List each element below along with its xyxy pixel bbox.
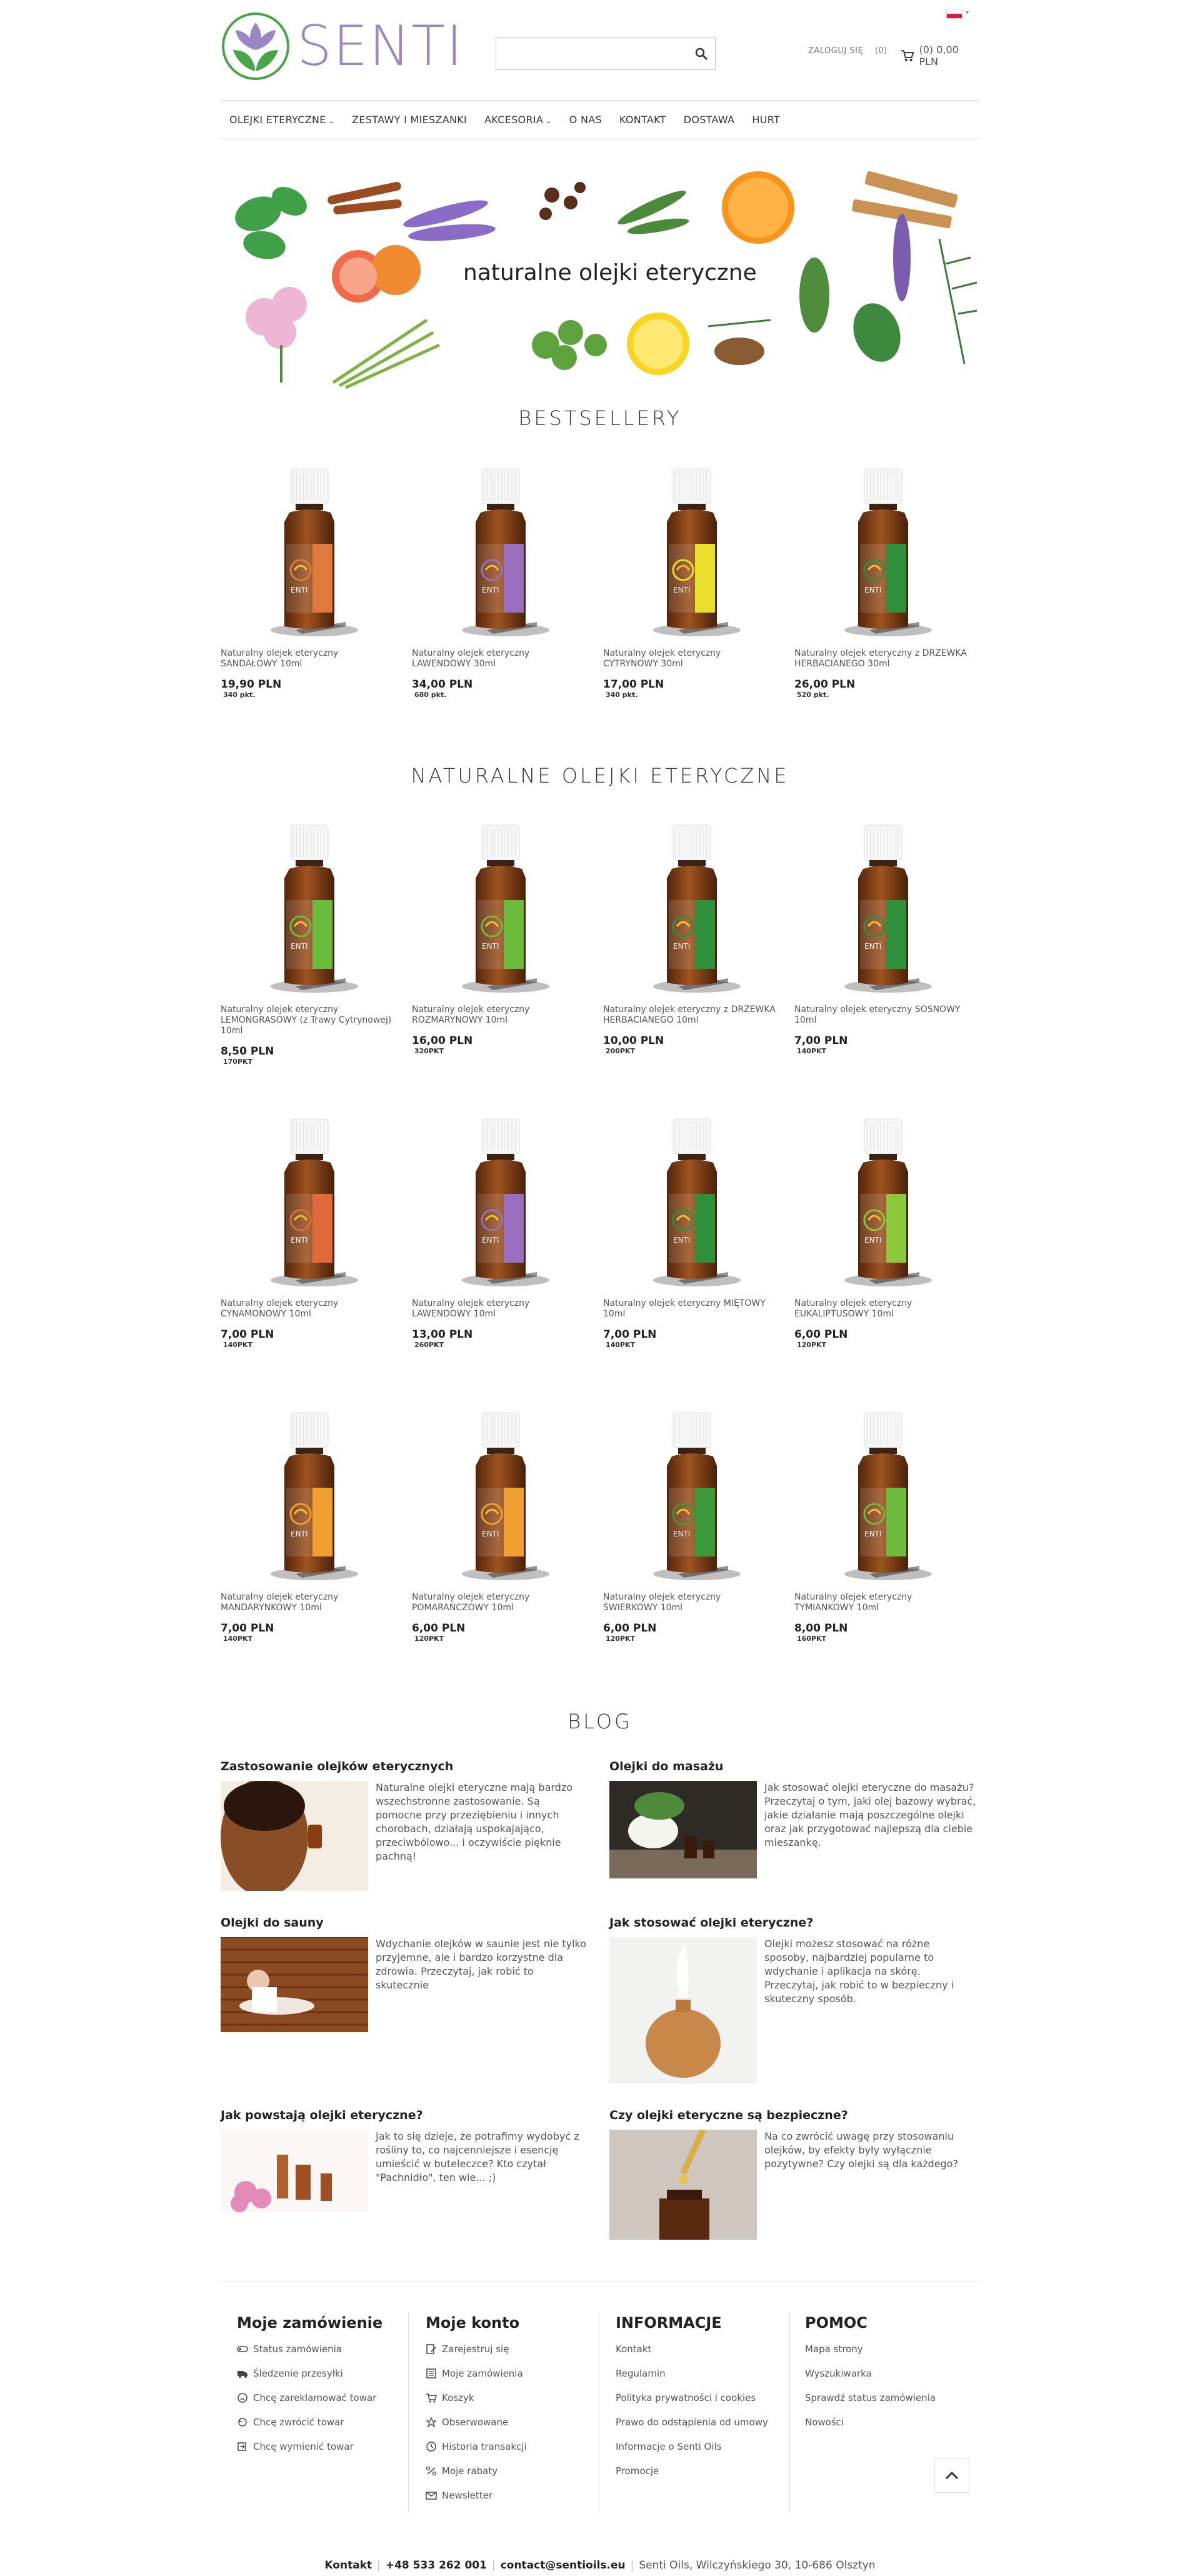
footer-link[interactable]: Zarejestruj się: [426, 2343, 527, 2355]
svg-text:ENTI: ENTI: [673, 586, 691, 594]
product-name[interactable]: Naturalny olejek eteryczny ROZMARYNOWY 10ml: [412, 1005, 530, 1025]
footer-account-title: Moje konto: [426, 2314, 520, 2332]
product-points: 120PKT: [414, 1635, 444, 1643]
blog-photo-icon: [221, 1937, 368, 2032]
product-name[interactable]: Naturalny olejek eteryczny LEMONGRASOWY (z Trawy Cytrynowej) 10ml: [221, 1005, 392, 1036]
product-name[interactable]: Naturalny olejek eteryczny TYMIANKOWY 10ml: [794, 1592, 912, 1613]
product-price: 7,00 PLN: [221, 1328, 274, 1341]
product-price: 8,50 PLN: [221, 1045, 274, 1058]
divider: [408, 2313, 409, 2512]
blog-title: BLOG: [568, 1710, 632, 1733]
star-icon: [426, 2417, 437, 2427]
footer-link[interactable]: Chcę wymienić towar: [237, 2440, 382, 2453]
svg-text:ENTI: ENTI: [482, 586, 499, 594]
product-name[interactable]: Naturalny olejek eteryczny POMARAŃCZOWY 10ml: [412, 1592, 530, 1613]
nav-item-contact[interactable]: KONTAKT: [619, 114, 666, 126]
product-price: 6,00 PLN: [603, 1622, 657, 1635]
footer-account: [426, 2314, 527, 2513]
chevron-down-icon: ⌄: [546, 117, 552, 125]
footer-link[interactable]: Informacje o Senti Oils: [616, 2441, 722, 2452]
product-name[interactable]: Naturalny olejek eteryczny z DRZEWKA HERBACIANEGO 30ml: [794, 648, 967, 669]
svg-text:ENTI: ENTI: [291, 586, 308, 594]
nav-item-essential-oils[interactable]: OLEJKI ETERYCZNE ⌄: [229, 114, 335, 126]
footer-link[interactable]: Moje rabaty: [426, 2465, 527, 2477]
footer-orders: [237, 2314, 382, 2465]
product-image[interactable]: [794, 463, 963, 644]
nav-item-about[interactable]: O NAS: [569, 114, 602, 126]
product-points: 340 pkt.: [606, 691, 638, 699]
scroll-to-top-button[interactable]: [934, 2458, 969, 2493]
oil-bottle-icon: [603, 463, 772, 644]
product-name[interactable]: Naturalny olejek eteryczny MANDARYNKOWY 10ml: [221, 1592, 339, 1613]
product-points: 160PKT: [797, 1635, 827, 1643]
product-price: 26,00 PLN: [794, 678, 856, 691]
product-price: 6,00 PLN: [412, 1622, 466, 1635]
chevron-up-icon: [944, 2470, 959, 2480]
bestsellers-title: BESTSELLERY: [518, 406, 682, 430]
product-points: 170PKT: [223, 1058, 253, 1066]
oil-bottle-icon: [221, 1406, 389, 1588]
product-points: 140PKT: [223, 1341, 253, 1349]
nav-item-sets[interactable]: ZESTAWY I MIESZANKI: [352, 114, 468, 126]
wishlist-count[interactable]: (0): [874, 46, 888, 56]
divider: [221, 100, 979, 101]
footer-link[interactable]: Koszyk: [426, 2392, 527, 2404]
product-price: 19,90 PLN: [221, 678, 282, 691]
footer-help: [805, 2314, 936, 2440]
hero-banner[interactable]: [221, 164, 979, 389]
blog-post-title[interactable]: Olejki do sauny: [221, 1916, 324, 1930]
cart-summary: (0) 0,00 PLN: [919, 44, 959, 68]
product-price: 6,00 PLN: [794, 1328, 848, 1341]
footer-orders-title: Moje zamówienie: [237, 2314, 383, 2332]
product-price: 8,00 PLN: [794, 1622, 848, 1635]
oil-bottle-icon: [221, 463, 389, 644]
product-points: 320PKT: [414, 1047, 444, 1055]
svg-text:ENTI: ENTI: [673, 1530, 691, 1538]
oil-bottle-icon: [221, 819, 389, 1000]
cart-icon: [426, 2393, 437, 2403]
product-points: 120PKT: [606, 1635, 636, 1643]
blog-post-image[interactable]: [609, 1937, 757, 2083]
footer-link[interactable]: Śledzenie przesyłki: [237, 2367, 382, 2380]
search-input[interactable]: [496, 38, 716, 70]
nav-item-delivery[interactable]: DOSTAWA: [683, 114, 735, 126]
product-points: 140PKT: [797, 1047, 827, 1055]
blog-post[interactable]: [609, 2108, 978, 2240]
footer-link[interactable]: Historia transakcji: [426, 2440, 527, 2453]
cart-button[interactable]: [901, 44, 979, 68]
blog-photo-icon: [609, 2130, 757, 2240]
truck-icon: [237, 2368, 248, 2378]
footer-link[interactable]: Kontakt: [616, 2343, 652, 2355]
history-icon: [426, 2442, 437, 2452]
product-points: 120PKT: [797, 1341, 827, 1349]
chevron-down-icon[interactable]: ▾: [966, 9, 969, 16]
blog-post-title[interactable]: Olejki do masażu: [609, 1760, 724, 1773]
oil-bottle-icon: [412, 1113, 581, 1294]
footer-link[interactable]: Chcę zwrócić towar: [237, 2416, 382, 2428]
contact-bar: [0, 2559, 1200, 2572]
product-name[interactable]: Naturalny olejek eteryczny ŚWIERKOWY 10ml: [603, 1592, 721, 1613]
separator: |: [491, 2559, 496, 2572]
blog-post-image[interactable]: [221, 1937, 368, 2032]
separator: |: [630, 2559, 634, 2572]
contact-label[interactable]: Kontakt: [324, 2559, 372, 2572]
product-name[interactable]: Naturalny olejek eteryczny EUKALIPTUSOWY 10ml: [794, 1298, 912, 1319]
blog-post[interactable]: [221, 1916, 589, 2032]
oils-section-title: NATURALNE OLEJKI ETERYCZNE: [411, 764, 789, 788]
footer-link[interactable]: Mapa strony: [805, 2343, 863, 2355]
svg-text:ENTI: ENTI: [482, 1236, 499, 1245]
blog-photo-icon: [221, 1781, 368, 1891]
lotus-logo-icon: [221, 11, 291, 81]
blog-post-title[interactable]: Jak powstają olejki eteryczne?: [221, 2108, 423, 2122]
product-price: 10,00 PLN: [603, 1035, 664, 1047]
svg-text:ENTI: ENTI: [291, 942, 308, 951]
svg-text:ENTI: ENTI: [864, 1236, 882, 1245]
svg-text:ENTI: ENTI: [291, 1236, 308, 1245]
product-price: 13,00 PLN: [412, 1328, 473, 1341]
status-icon: [237, 2344, 248, 2354]
discount-icon: [426, 2466, 437, 2476]
sad-face-icon: [237, 2393, 248, 2403]
blog-post[interactable]: [221, 2108, 589, 2212]
blog-post[interactable]: [221, 1760, 589, 1891]
footer-link[interactable]: Sprawdź status zamówienia: [805, 2392, 936, 2403]
blog-post-image[interactable]: [221, 2130, 368, 2212]
product-name[interactable]: Naturalny olejek eteryczny SOSNOWY 10ml: [794, 1005, 961, 1025]
blog-post-excerpt: Jak stosować olejki eteryczne do masażu? Przeczytaj o tym, jaki olej bazowy wybrać, jakie działanie mają poszczególne olejki oraz jak przygotować najlepszą dla ciebie mieszankę.: [764, 1782, 976, 1848]
svg-text:ENTI: ENTI: [673, 942, 691, 951]
return-icon: [237, 2417, 248, 2427]
footer-info: [616, 2314, 772, 2489]
oil-bottle-icon: [603, 1406, 772, 1588]
product-image[interactable]: [412, 463, 581, 644]
product-image[interactable]: [412, 1113, 581, 1294]
contact-email[interactable]: contact@sentioils.eu: [500, 2559, 626, 2572]
contact-address: Senti Oils, Wilczyńskiego 30, 10-686 Olsztyn: [639, 2559, 876, 2572]
product-image[interactable]: [794, 1406, 963, 1588]
blog-photo-icon: [609, 1781, 757, 1878]
footer-link[interactable]: Obserwowane: [426, 2416, 527, 2428]
oil-bottle-icon: [412, 819, 581, 1000]
blog-post-image[interactable]: [221, 1781, 368, 1891]
footer-link[interactable]: Wyszukiwarka: [805, 2368, 872, 2379]
footer-link[interactable]: Moje zamówienia: [426, 2367, 527, 2380]
product-points: 340 pkt.: [223, 691, 256, 699]
chevron-down-icon: ⌄: [328, 117, 335, 125]
oil-bottle-icon: [794, 1113, 963, 1294]
orders-icon: [426, 2368, 437, 2378]
footer-link[interactable]: Promocje: [616, 2465, 659, 2477]
oil-bottle-icon: [603, 819, 772, 1000]
footer-help-title: POMOC: [805, 2314, 868, 2332]
blog-post[interactable]: [609, 1760, 978, 1878]
product-image[interactable]: [412, 1406, 581, 1588]
footer-link[interactable]: Newsletter: [426, 2489, 527, 2502]
envelope-icon: [426, 2490, 437, 2500]
oil-bottle-icon: [794, 819, 963, 1000]
footer-link[interactable]: Prawo do odstąpienia od umowy: [616, 2417, 768, 2428]
footer-link[interactable]: Regulamin: [616, 2368, 666, 2379]
oil-bottle-icon: [221, 1113, 389, 1294]
brand-name: SENTI: [297, 14, 464, 78]
product-image[interactable]: [221, 819, 389, 1000]
product-image[interactable]: [603, 1406, 772, 1588]
banner-title: naturalne olejki eteryczne: [463, 260, 757, 286]
blog-photo-icon: [221, 2130, 368, 2212]
nav-item-wholesale[interactable]: HURT: [752, 114, 781, 126]
product-image[interactable]: [794, 1113, 963, 1294]
product-image[interactable]: [603, 1113, 772, 1294]
product-image[interactable]: [603, 819, 772, 1000]
svg-text:ENTI: ENTI: [482, 1530, 499, 1538]
blog-post-title[interactable]: Zastosowanie olejków eterycznych: [221, 1760, 454, 1773]
blog-post-excerpt: Wdychanie olejków w saunie jest nie tylko przyjemne, ale i bardzo korzystne dla zdrowia. Przeczytaj, jak robić to skutecznie: [376, 1938, 587, 1991]
product-image[interactable]: [221, 1113, 389, 1294]
product-points: 200PKT: [606, 1047, 636, 1055]
product-image[interactable]: [221, 463, 389, 644]
product-name[interactable]: Naturalny olejek eteryczny CYTRYNOWY 30ml: [603, 648, 721, 669]
product-image[interactable]: [412, 819, 581, 1000]
footer-link[interactable]: Status zamówienia: [237, 2343, 382, 2355]
product-points: 520 pkt.: [797, 691, 829, 699]
blog-post-image[interactable]: [609, 1781, 757, 1878]
main-nav: [221, 108, 789, 134]
cart-icon: [901, 49, 914, 62]
blog-post-excerpt: Naturalne olejki eteryczne mają bardzo wszechstronne zastosowanie. Są pomocne przy przeziębieniu i innych chorobach, działają uspokajająco, przeciwbólowo... i oczywiście pięknie pachną!: [376, 1782, 573, 1862]
product-name[interactable]: Naturalny olejek eteryczny z DRZEWKA HERBACIANEGO 10ml: [603, 1005, 776, 1025]
search-icon[interactable]: [694, 46, 709, 61]
exchange-icon: [237, 2442, 248, 2452]
svg-text:ENTI: ENTI: [864, 1530, 882, 1538]
contact-phone[interactable]: +48 533 262 001: [385, 2559, 487, 2572]
product-points: 140PKT: [606, 1341, 636, 1349]
register-icon: [426, 2344, 437, 2354]
blog-post-image[interactable]: [609, 2130, 757, 2240]
blog-post-title[interactable]: Czy olejki eteryczne są bezpieczne?: [609, 2108, 848, 2122]
oil-bottle-icon: [794, 463, 963, 644]
svg-text:ENTI: ENTI: [864, 586, 882, 594]
oil-bottle-icon: [603, 1113, 772, 1294]
product-price: 17,00 PLN: [603, 678, 664, 691]
language-flag-icon[interactable]: [946, 9, 962, 19]
footer-link[interactable]: Nowości: [805, 2417, 844, 2428]
product-image[interactable]: [794, 819, 963, 1000]
footer-link[interactable]: Polityka prywatności i cookies: [616, 2392, 756, 2403]
nav-item-accessories[interactable]: AKCESORIA ⌄: [484, 114, 552, 126]
svg-text:ENTI: ENTI: [864, 942, 882, 951]
blog-post-excerpt: Olejki możesz stosować na różne sposoby, najbardziej popularne to wdychanie i aplikacja na skórę. Przeczytaj, jak robić to w bezpieczny i skuteczny sposób.: [764, 1938, 954, 2005]
product-price: 7,00 PLN: [794, 1035, 848, 1047]
oil-bottle-icon: [794, 1406, 963, 1588]
logo[interactable]: [221, 11, 464, 81]
svg-text:ENTI: ENTI: [673, 1236, 691, 1245]
product-name[interactable]: Naturalny olejek eteryczny SANDAŁOWY 10ml: [221, 648, 339, 669]
oil-bottle-icon: [412, 1406, 581, 1588]
divider: [789, 2313, 790, 2512]
product-name[interactable]: Naturalny olejek eteryczny CYNAMONOWY 10ml: [221, 1298, 339, 1319]
product-name[interactable]: Naturalny olejek eteryczny LAWENDOWY 10ml: [412, 1298, 530, 1319]
footer-link[interactable]: Chcę zareklamować towar: [237, 2392, 382, 2404]
product-price: 7,00 PLN: [603, 1328, 657, 1341]
svg-text:ENTI: ENTI: [291, 1530, 308, 1538]
product-image[interactable]: [603, 463, 772, 644]
svg-text:ENTI: ENTI: [482, 942, 499, 951]
product-price: 16,00 PLN: [412, 1035, 473, 1047]
account-links: [808, 46, 896, 56]
product-points: 680 pkt.: [414, 691, 447, 699]
product-image[interactable]: [221, 1406, 389, 1588]
product-name[interactable]: Naturalny olejek eteryczny LAWENDOWY 30ml: [412, 648, 530, 669]
blog-post-excerpt: Na co zwrócić uwagę przy stosowaniu olejków, by efekty były wyłącznie pozytywne? Czy olejki są dla każdego?: [764, 2130, 958, 2170]
product-name[interactable]: Naturalny olejek eteryczny MIĘTOWY 10ml: [603, 1298, 766, 1319]
blog-post-title[interactable]: Jak stosować olejki eteryczne?: [609, 1916, 814, 1930]
separator: |: [377, 2559, 381, 2572]
oil-bottle-icon: [412, 463, 581, 644]
login-link[interactable]: ZALOGUJ SIĘ: [808, 46, 864, 56]
blog-post[interactable]: [609, 1916, 978, 2083]
blog-post-excerpt: Jak to się dzieje, że potrafimy wydobyć z rośliny to, co najcenniejsze i esencję umieścić w buteleczce? Kto czytał "Pachnidło", ten wie... ;): [376, 2130, 579, 2183]
product-points: 260PKT: [414, 1341, 444, 1349]
footer-info-title: INFORMACJE: [616, 2314, 722, 2332]
product-price: 7,00 PLN: [221, 1622, 274, 1635]
blog-photo-icon: [609, 1937, 757, 2083]
product-points: 140PKT: [223, 1635, 253, 1643]
product-price: 34,00 PLN: [412, 678, 473, 691]
